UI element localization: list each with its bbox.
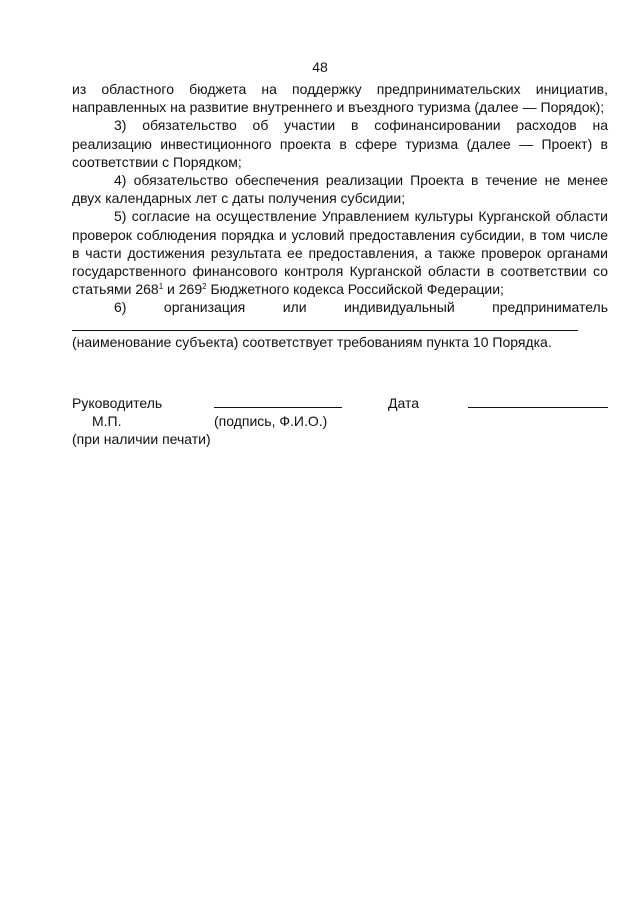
paragraph-item-4	[72, 171, 608, 207]
paragraph-item-3	[72, 116, 608, 171]
seal-note: (при наличии печати)	[72, 431, 211, 447]
item-5-number: 5)	[114, 208, 127, 225]
item-6-number: 6)	[114, 299, 127, 316]
paragraph-item-5	[72, 207, 608, 298]
paragraph-item-6	[72, 298, 608, 316]
page-number: 48	[312, 59, 328, 75]
date-blank-line	[468, 394, 608, 408]
article-269-superscript: 2	[202, 282, 207, 292]
item-3-text: обязательство об участии в софинансировании расходов на реализацию инвестиционного проекта в сфере туризма (далее — Проект) в соответствии с Порядком;	[72, 117, 609, 170]
item-4-text: обязательство обеспечения реализации Проекта в течение не менее двух календарных лет с даты получения субсидии;	[72, 172, 609, 207]
item-5-text-end: Бюджетного кодекса Российской Федерации;	[206, 281, 504, 298]
signature-hint: (подпись, Ф.И.О.)	[214, 413, 328, 429]
head-label: Руководитель	[72, 395, 163, 411]
seal-label: М.П.	[92, 413, 122, 429]
paragraph-procedure-continuation: из областного бюджета на поддержку предпринимательских инициатив, направленных на развитие внутреннего и въездного туризма (далее — Порядок);	[72, 81, 608, 116]
document-body	[72, 80, 608, 351]
article-268-superscript: 1	[158, 282, 164, 292]
signature-blank-line	[214, 394, 342, 408]
signature-block	[72, 394, 608, 454]
item-3-number: 3)	[114, 117, 127, 134]
paragraph-item-6-continuation: (наименование субъекта) соответствует требованиям пункта 10 Порядка.	[72, 333, 552, 350]
item-4-number: 4)	[114, 172, 127, 189]
item-5-text-mid: и 269	[163, 281, 203, 298]
date-label: Дата	[388, 395, 420, 411]
item-6-text: организация или индивидуальный предприниматель	[163, 299, 609, 316]
entity-name-blank-line	[72, 317, 578, 331]
item-5-text: согласие на осуществление Управлением культуры Курганской области проверок соблюдения порядка и условий предоставления субсидии, в том числе в части достижения результата ее предоставления, а также проверок органами государственного финансового контроля Курганской области в соответствии со статьями 268	[72, 208, 609, 298]
